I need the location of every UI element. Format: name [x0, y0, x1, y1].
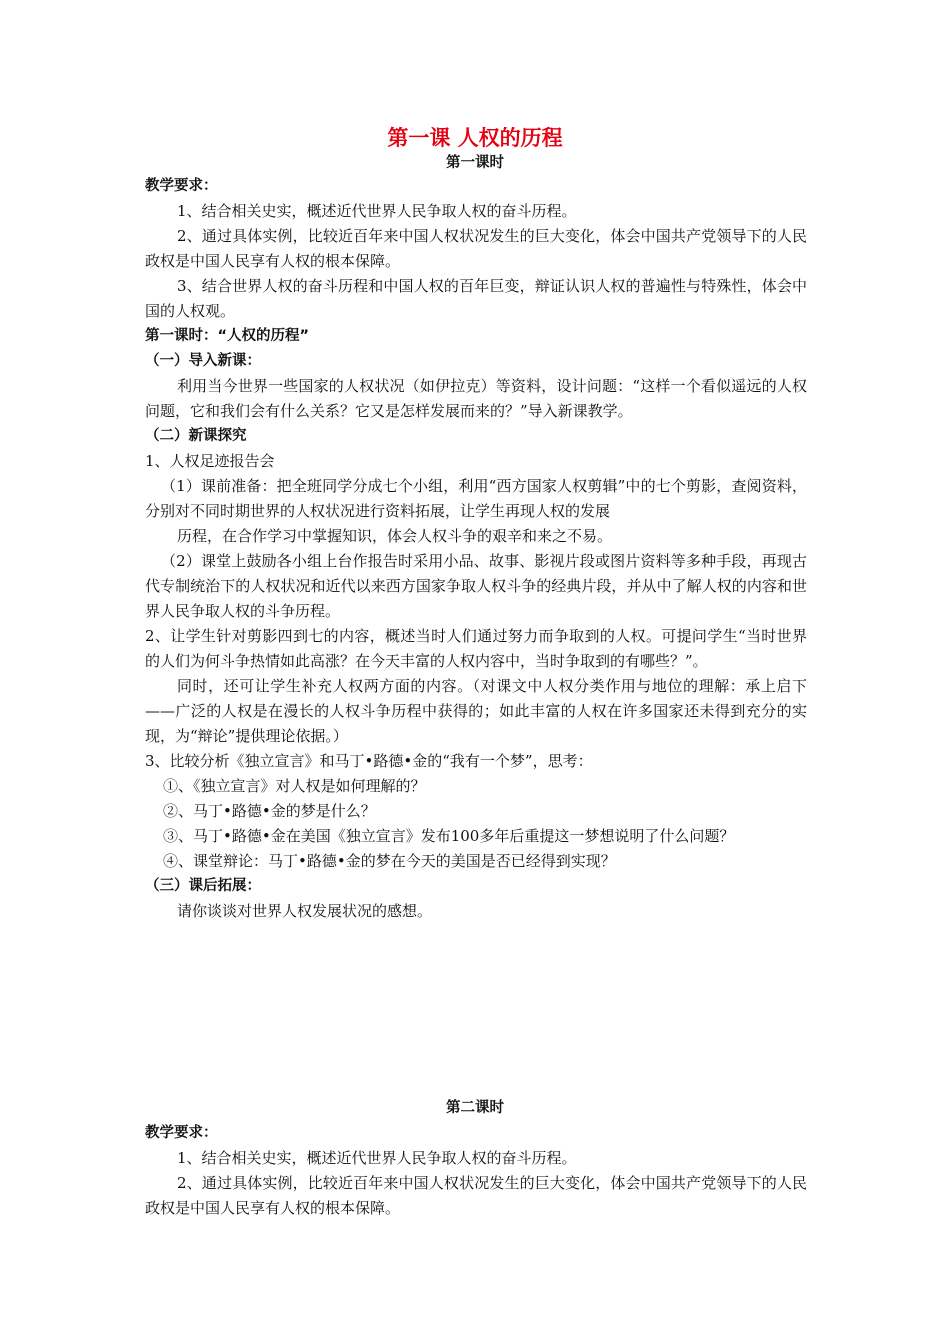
- section-3-text: 请你谈谈对世界人权发展状况的感想。: [177, 902, 433, 920]
- section-3-title: （三）课后拓展：: [145, 878, 261, 894]
- item-1-para-1b: 历程，在合作学习中掌握知识，体会人权斗争的艰辛和来之不易。: [177, 527, 613, 545]
- lesson1-req-3: 3、结合世界人权的奋斗历程和中国人权的百年巨变，辩证认识人权的普遍性与特殊性，体会中国的人权观。: [145, 277, 807, 320]
- lesson2-req-label: 教学要求：: [145, 1125, 218, 1141]
- lesson1-heading: 第一课时: [446, 155, 504, 171]
- item-2-text: 2、让学生针对剪影四到七的内容，概述当时人们通过努力而争取到的人权。可提问学生“当时世界的人们为何斗争热情如此高涨？在今天丰富的人权内容中，当时争取到的有哪些？”。: [145, 627, 807, 670]
- lesson2-heading: 第二课时: [446, 1100, 504, 1116]
- question-1: ①、《独立宣言》对人权是如何理解的？: [163, 777, 426, 795]
- section-1-text: 利用当今世界一些国家的人权状况（如伊拉克）等资料，设计问题：“这样一个看似遥远的人权问题，它和我们会有什么关系？它又是怎样发展而来的？”导入新课教学。: [145, 377, 807, 420]
- item-1-para-2: （2）课堂上鼓励各小组上台作报告时采用小品、故事、影视片段或图片资料等多种手段，再现古代专制统治下的人权状况和近代以来西方国家争取人权斗争的经典片段，并从中了解人权的内容和世界人民争取人权的斗争历程。: [145, 552, 807, 620]
- item-2-more: 同时，还可让学生补充人权两方面的内容。（对课文中人权分类作用与地位的理解：承上启下——广泛的人权是在漫长的人权斗争历程中获得的；如此丰富的人权在许多国家还未得到充分的实现，为“辩论”提供理论依据。）: [145, 677, 807, 745]
- lesson1-body: [145, 174, 807, 924]
- item-1-title: 1、人权足迹报告会: [145, 452, 275, 470]
- section-1-title: （一）导入新课：: [145, 353, 261, 369]
- lesson1-req-label: 教学要求：: [145, 178, 218, 194]
- lesson2-req-1: 1、结合相关史实，概述近代世界人民争取人权的奋斗历程。: [177, 1149, 577, 1167]
- section-2-title: （二）新课探究: [145, 428, 247, 444]
- question-4: ④、课堂辩论：马丁•路德•金的梦在今天的美国是否已经得到实现？: [163, 852, 616, 870]
- question-2: ②、马丁•路德•金的梦是什么？: [163, 802, 376, 820]
- question-3: ③、马丁•路德•金在美国《独立宣言》发布100多年后重提这一梦想说明了什么问题？: [163, 827, 735, 845]
- lesson1-topic: 第一课时：“人权的历程”: [145, 328, 310, 344]
- lesson2-req-2: 2、通过具体实例，比较近百年来中国人权状况发生的巨大变化，体会中国共产党领导下的人民政权是中国人民享有人权的根本保障。: [145, 1174, 807, 1217]
- document-title: 第一课 人权的历程: [387, 126, 563, 150]
- lesson1-req-1: 1、结合相关史实，概述近代世界人民争取人权的奋斗历程。: [177, 202, 577, 220]
- lesson2-body: [145, 1121, 807, 1221]
- item-3-title: 3、比较分析《独立宣言》和马丁•路德•金的“我有一个梦”，思考：: [145, 752, 593, 770]
- item-1-para-1a: （1）课前准备：把全班同学分成七个小组，利用“西方国家人权剪辑”中的七个剪影，查阅资料，分别对不同时期世界的人权状况进行资料拓展，让学生再现人权的发展: [145, 477, 807, 520]
- lesson1-req-2: 2、通过具体实例，比较近百年来中国人权状况发生的巨大变化，体会中国共产党领导下的人民政权是中国人民享有人权的根本保障。: [145, 227, 807, 270]
